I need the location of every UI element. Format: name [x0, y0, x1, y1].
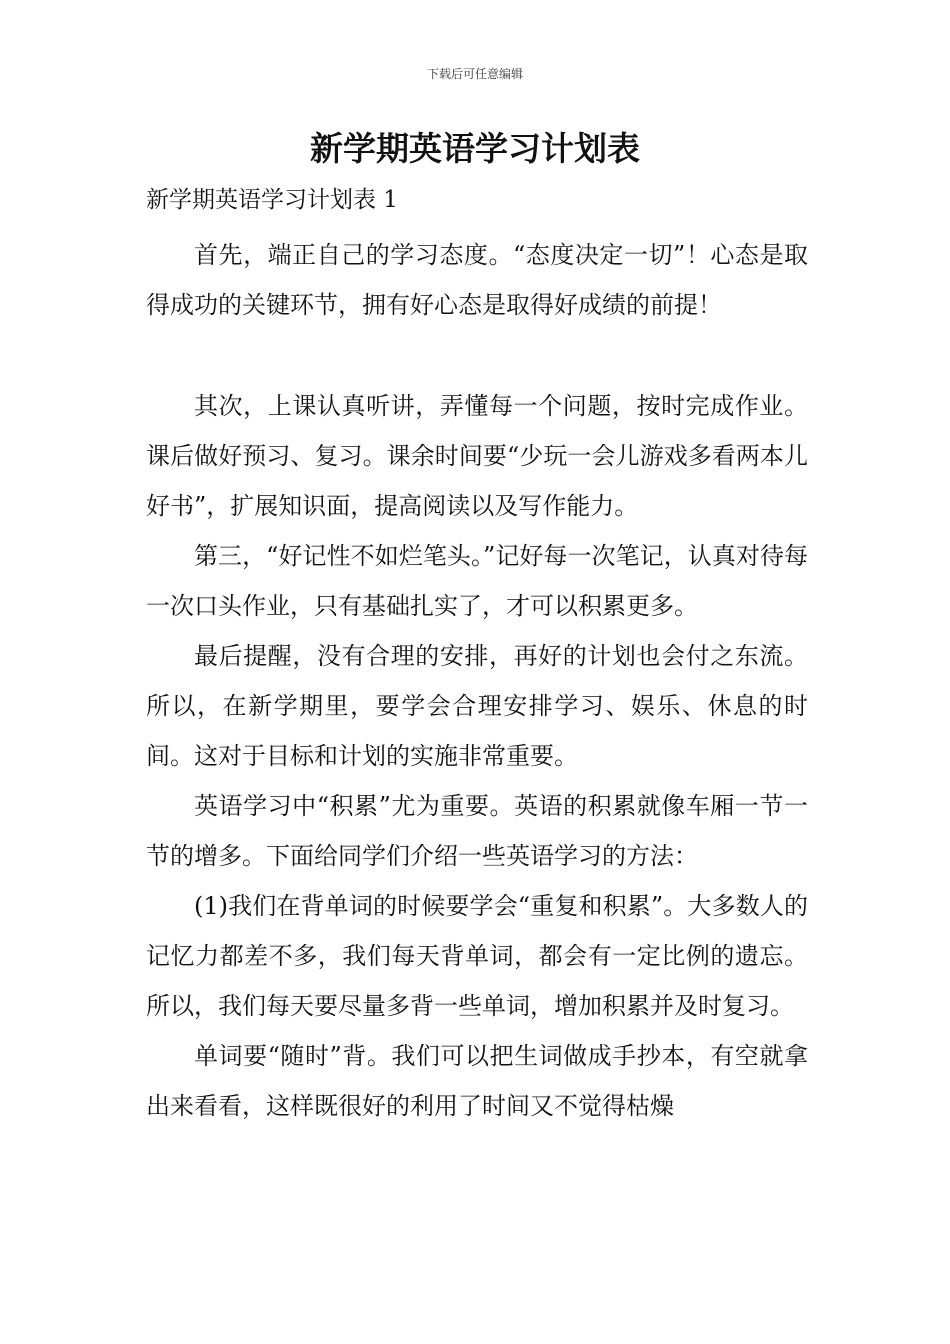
- document-body: [146, 180, 808, 1131]
- document-title: 新学期英语学习计划表: [310, 129, 640, 168]
- section-subtitle: 新学期英语学习计划表 1: [146, 187, 398, 213]
- paragraph-time-planning: 最后提醒，没有合理的安排，再好的计划也会付之东流。所以，在新学期里，要学会合理安排学习、娱乐、休息的时间。这对于目标和计划的实施非常重要。: [146, 642, 808, 770]
- paragraph-class-listening: 其次，上课认真听讲，弄懂每一个问题，按时完成作业。课后做好预习、复习。课余时间要“少玩一会儿游戏多看两本儿好书”，扩展知识面，提高阅读以及写作能力。: [146, 392, 808, 520]
- paragraph-attitude: 首先，端正自己的学习态度。“态度决定一切”！心态是取得成功的关键环节，拥有好心态是取得好成绩的前提！: [146, 241, 808, 319]
- paragraph-accumulation: 英语学习中“积累”尤为重要。英语的积累就像车厢一节一节的增多。下面给同学们介绍一些英语学习的方法：: [146, 792, 808, 870]
- header-note: 下载后可任意编辑: [426, 67, 523, 81]
- paragraph-vocabulary-anytime: 单词要“随时”背。我们可以把生词做成手抄本，有空就拿出来看看，这样既很好的利用了时间又不觉得枯燥: [146, 1042, 808, 1120]
- paragraph-spacer: [146, 330, 808, 381]
- paragraph-notes: 第三，“好记性不如烂笔头。”记好每一次笔记，认真对待每一次口头作业，只有基础扎实了，才可以积累更多。: [146, 542, 808, 620]
- paragraph-vocabulary-repetition: (1)我们在背单词的时候要学会“重复和积累”。大多数人的记忆力都差不多，我们每天背单词，都会有一定比例的遗忘。所以，我们每天要尽量多背一些单词，增加积累并及时复习。: [146, 892, 808, 1020]
